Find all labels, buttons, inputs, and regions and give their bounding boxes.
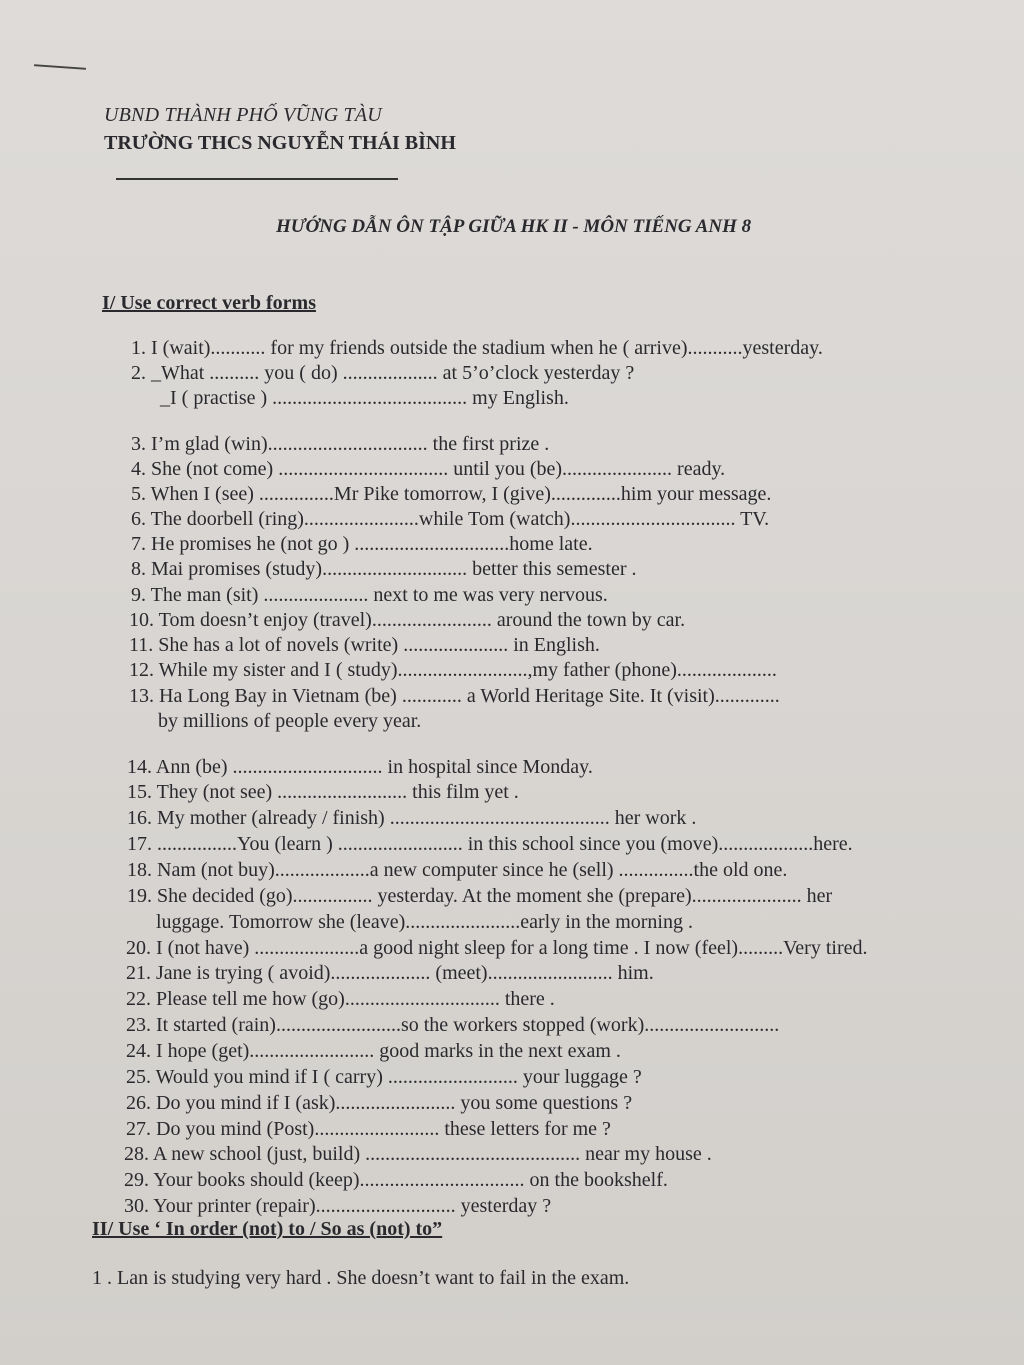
exercise-item: 22. Please tell me how (go)............................... there . [126,988,555,1010]
exercise-item: 21. Jane is trying ( avoid).................... (meet)......................... him. [126,962,654,984]
exercise-item: 11. She has a lot of novels (write) ..................... in English. [129,634,600,656]
exercise-item: 7. He promises he (not go ) ...............................home late. [131,533,593,555]
exercise-item: 10. Tom doesn’t enjoy (travel)........................ around the town by car. [129,609,686,631]
header-divider [116,178,398,180]
exercise-item: 23. It started (rain).........................so the workers stopped (work)........................... [126,1014,780,1036]
exercise-item: 27. Do you mind (Post)......................... these letters for me ? [126,1118,611,1140]
exercise-item: 3. I’m glad (win)................................ the first prize . [131,433,550,455]
exercise-item: 30. Your printer (repair)............................ yesterday ? [124,1195,552,1217]
exercise-item: 26. Do you mind if I (ask)........................ you some questions ? [126,1092,633,1114]
exercise-item: 16. My mother (already / finish) ............................................ her work . [127,807,697,829]
exercise-item: 15. They (not see) .......................... this film yet . [127,781,519,803]
exercise-item: luggage. Tomorrow she (leave).......................early in the morning . [156,911,693,933]
exercise-item: 18. Nam (not buy)...................a new computer since he (sell) ...............the old one. [127,859,788,881]
exercise-item: 28. A new school (just, build) ........................................... near my house . [124,1143,712,1165]
exercise-item: 4. She (not come) .................................. until you (be)...................... ready. [131,458,726,480]
exercise-item: 12. While my sister and I ( study)..........................,my father (phone).................... [129,659,777,681]
section-2-item: 1 . Lan is studying very hard . She doesn’t want to fail in the exam. [92,1267,630,1289]
exercise-item: 25. Would you mind if I ( carry) .......................... your luggage ? [126,1066,642,1088]
header-school: TRƯỜNG THCS NGUYỄN THÁI BÌNH [104,132,456,154]
exercise-item: 9. The man (sit) ..................... next to me was very nervous. [131,584,608,606]
pen-mark [34,64,86,70]
exercise-item: 24. I hope (get)......................... good marks in the next exam . [126,1040,621,1062]
exercise-item: 20. I (not have) .....................a good night sleep for a long time . I now (feel).........Very tired. [126,937,868,959]
exercise-item: 1. I (wait)........... for my friends outside the stadium when he ( arrive)...........yesterday. [131,337,823,359]
section-1-heading: I/ Use correct verb forms [102,292,316,314]
exercise-item: 6. The doorbell (ring).......................while Tom (watch)................................. TV. [131,508,770,530]
exercise-item: 29. Your books should (keep)................................. on the bookshelf. [124,1169,668,1191]
exercise-item: 19. She decided (go)................ yesterday. At the moment she (prepare)...................... her [127,885,833,907]
exercise-item: 5. When I (see) ...............Mr Pike tomorrow, I (give)..............him your message. [131,483,772,505]
exercise-item: _I ( practise ) ....................................... my English. [160,387,569,409]
section-2-heading: II/ Use ‘ In order (not) to / So as (not) to” [92,1218,443,1240]
document-title: HƯỚNG DẪN ÔN TẬP GIỮA HK II - MÔN TIẾNG ANH 8 [276,216,752,237]
exercise-item: 8. Mai promises (study)............................. better this semester . [131,558,637,580]
exercise-item: 17. ................You (learn ) ......................... in this school since you (move)...................here. [127,833,853,855]
header-authority: UBND THÀNH PHỐ VŨNG TÀU [104,104,382,126]
exercise-item: 2. _What .......... you ( do) ................... at 5’o’clock yesterday ? [131,362,635,384]
exercise-item: 14. Ann (be) .............................. in hospital since Monday. [127,756,593,778]
exercise-item: by millions of people every year. [158,710,422,732]
exercise-item: 13. Ha Long Bay in Vietnam (be) ............ a World Heritage Site. It (visit)............. [129,685,780,707]
